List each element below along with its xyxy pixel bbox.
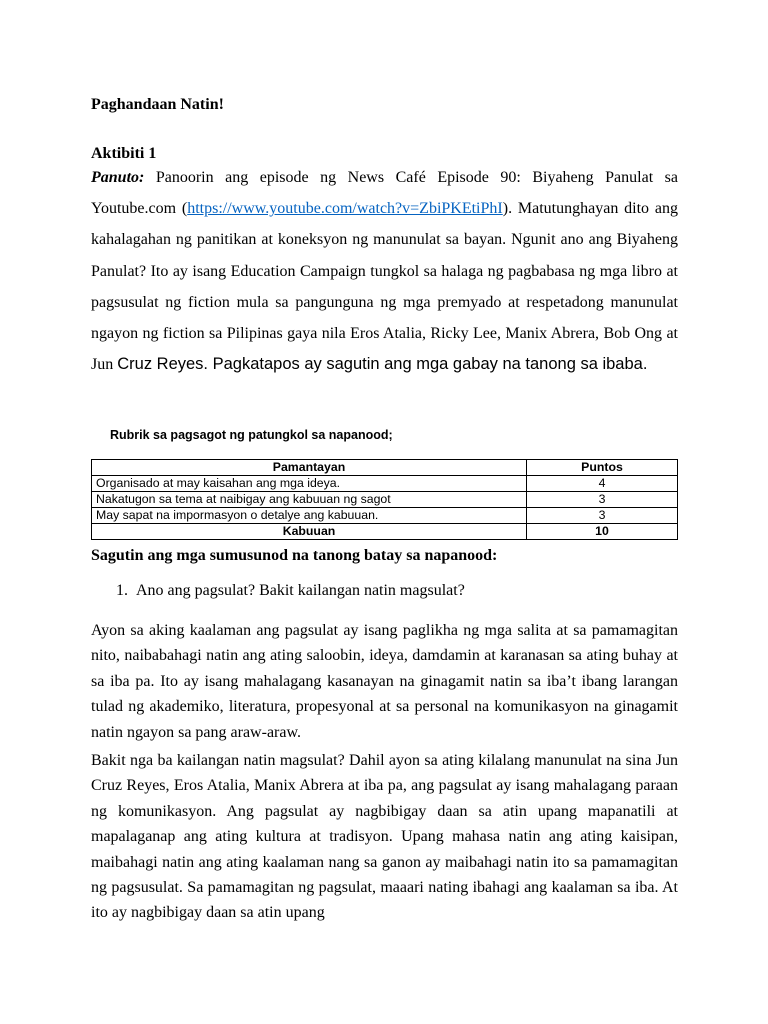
rubric-header-criteria: Pamantayan	[92, 460, 527, 476]
rubric-caption: Rubrik sa pagsagot ng patungkol sa napanood;	[110, 428, 393, 442]
question-text: Ano ang pagsulat? Bakit kailangan natin magsulat?	[136, 582, 465, 599]
rubric-table	[91, 459, 678, 540]
table-row	[92, 508, 678, 524]
activity-heading: Aktibiti 1	[91, 145, 157, 162]
rubric-points-cell: 3	[527, 508, 678, 524]
rubric-criteria-cell: Nakatugon sa tema at naibigay ang kabuuan ng sagot	[92, 492, 527, 508]
question-item	[116, 582, 465, 600]
answer-paragraph-1: Ayon sa aking kaalaman ang pagsulat ay isang paglikha ng mga salita at sa pamamagitan nito, naibabahagi natin ang ating saloobin, ideya, damdamin at karanasan sa ating buhay at sa iba pa. Ito ay isang mahalagang kasanayan na ginagamit natin sa iba’t ibang larangan tulad ng akademiko, literatura, propesyonal at sa personal na komunikasyon na ginagamit natin ngayon sa pang araw-araw.	[91, 622, 678, 741]
instructions-paragraph	[91, 162, 678, 380]
rubric-criteria-cell: Organisado at may kaisahan ang mga ideya.	[92, 476, 527, 492]
instructions-text-c: Cruz Reyes. Pagkatapos ay sagutin ang mga gabay na tanong sa ibaba.	[117, 355, 648, 374]
rubric-points-cell: 3	[527, 492, 678, 508]
rubric-points-cell: 4	[527, 476, 678, 492]
rubric-total-points: 10	[527, 524, 678, 540]
rubric-total-row	[92, 524, 678, 540]
section-heading: Paghandaan Natin!	[91, 96, 224, 113]
youtube-link[interactable]: https://www.youtube.com/watch?v=ZbiPKEtiPhI	[187, 200, 503, 218]
instructions-text-b: ). Matutunghayan dito ang kahalagahan ng panitikan at koneksyon ng manunulat sa bayan. Ngunit ano ang Biyaheng Panulat? Ito ay isang Education Campaign tungkol sa halaga ng pagbabasa ng mga libro at pagsusulat ng fiction mula sa pangunguna ng mga premyado at respetadong manunulat ngayon ng fiction sa Pilipinas gaya nila Eros Atalia, Ricky Lee, Manix Abrera, Bob Ong at Jun	[91, 200, 678, 374]
instructions-text-a: Panoorin ang episode ng News Café Episode 90: Biyaheng Panulat sa Youtube.com (	[91, 169, 678, 218]
answer-paragraph-2: Bakit nga ba kailangan natin magsulat? Dahil ayon sa ating kilalang manunulat na sina Jun Cruz Reyes, Eros Atalia, Manix Abrera at iba pa, ang pagsulat ay isang mahalagang paraan ng komunikasyon. Ang pagsulat ay nagbibigay daan sa atin upang mapanatili at mapalaganap ang ating kultura at tradisyon. Upang mahasa natin ang ating kaisipan, maibahagi natin ang ating kaalaman nang sa ganon ay maibahagi natin ito sa pamamagitan ng pagsusulat. Sa pamamagitan ng pagsulat, maaari nating ibahagi ang kaalaman sa iba. At ito ay nagbibigay daan sa atin upang	[91, 752, 678, 922]
table-row	[92, 492, 678, 508]
table-row	[92, 476, 678, 492]
rubric-header-points: Puntos	[527, 460, 678, 476]
rubric-criteria-cell: May sapat na impormasyon o detalye ang kabuuan.	[92, 508, 527, 524]
rubric-header-row	[92, 460, 678, 476]
questions-heading: Sagutin ang mga sumusunod na tanong batay sa napanood:	[91, 547, 498, 564]
rubric-total-label: Kabuuan	[92, 524, 527, 540]
question-number: 1.	[116, 582, 128, 599]
instructions-label: Panuto:	[91, 169, 145, 186]
